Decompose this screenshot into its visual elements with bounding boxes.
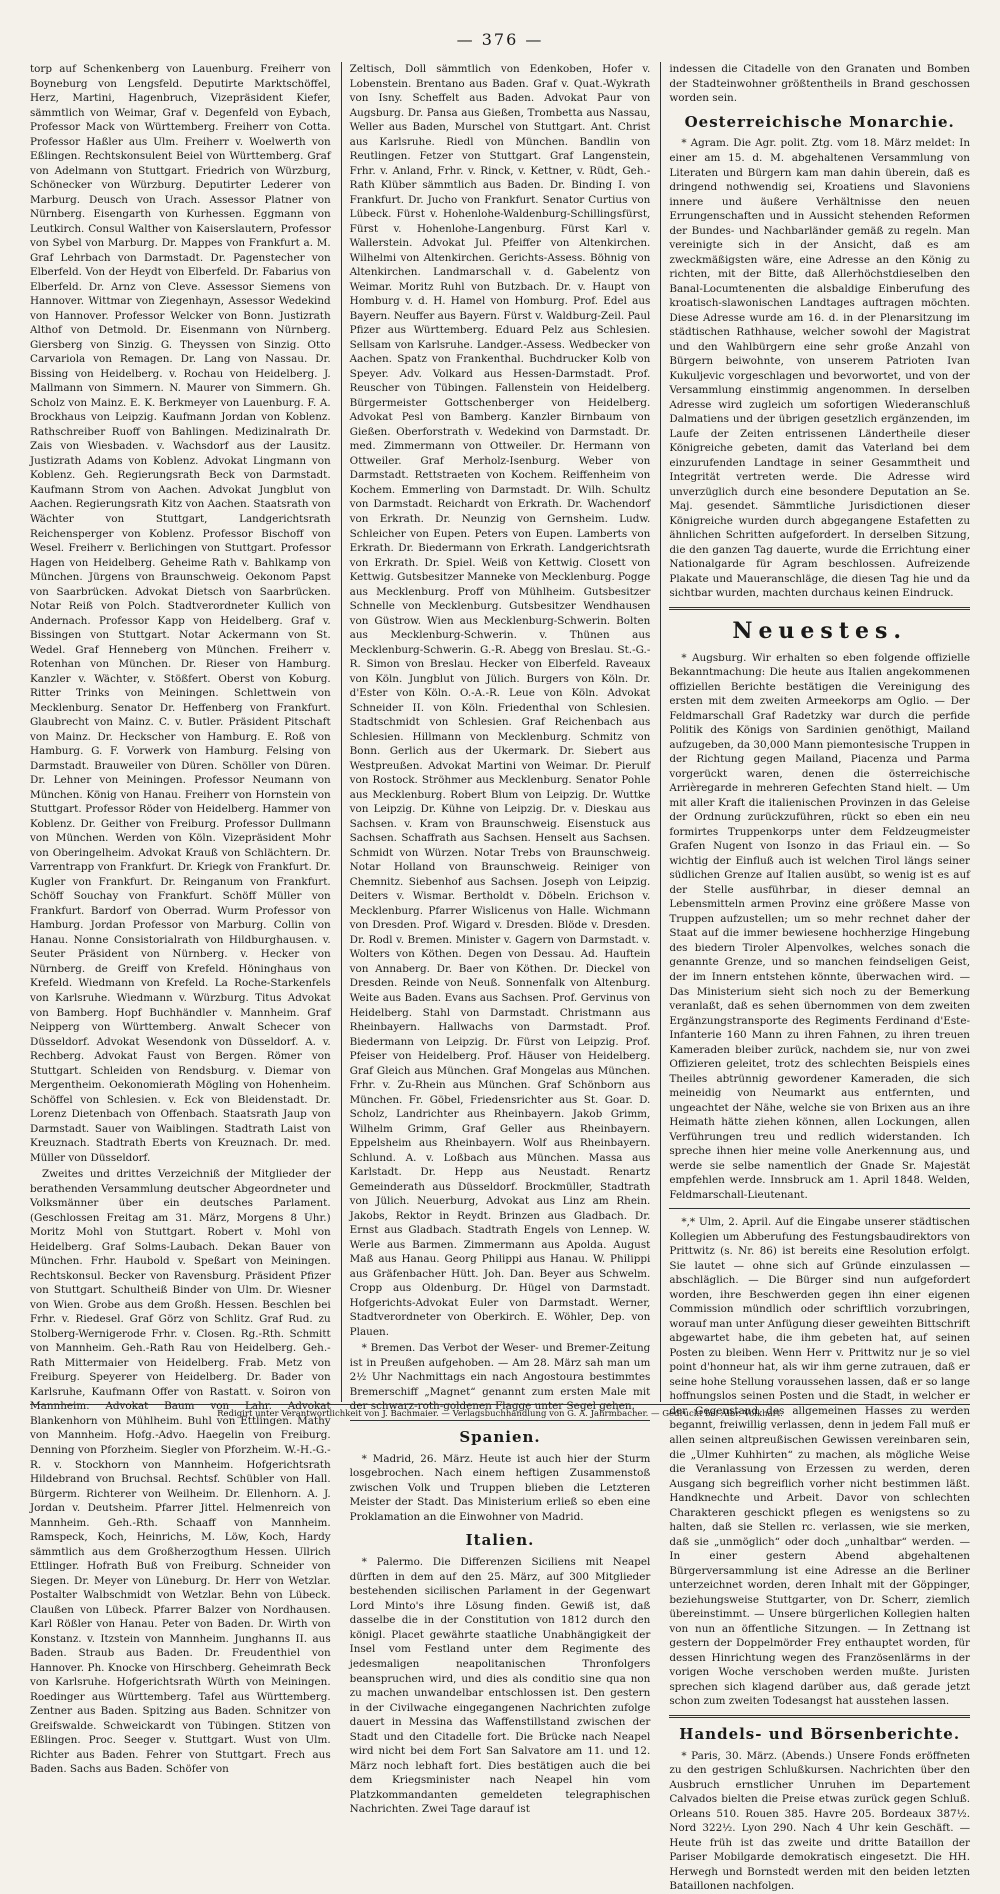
section-title-austria: Oesterreichische Monarchie.: [684, 112, 955, 131]
section-title-italy: Italien.: [465, 1531, 535, 1550]
divider: [669, 607, 970, 610]
section-title-spain: Spanien.: [459, 1427, 541, 1446]
member-list-continued: Zeltisch, Doll sämmtlich von Edenkoben, Hofer v. Lobenstein. Brentano aus Baden. Graf v. Quat.-Wykrath von Isny. Scheffelt aus Baden. Advokat Paur von Augsburg. Dr. Pansa aus Gießen, Trombetta aus Nassau, Weller aus Baden, Murschel von Stuttgart. Ant. Christ aus Karlsruhe. Riedl von München. Bandlin von Reutlingen. Fetzer von Stuttgart. Graf Langenstein, Frhr. v. Anland, Frhr. v. Rinck, v. Kettner, v. Rüdt, Geh.-Rath Klüber sämmtlich aus Baden. Dr. Binding I. von Frankfurt. Dr. Jucho von Frankfurt. Senator Curtius von Lübeck. Fürst v. Hohenlohe-Waldenburg-Schillingsfürst, Fürst v. Hohenlohe-Langenburg. Fürst Karl v. Wallerstein. Advokat Jul. Pfeiffer von Altenkirchen. Wilhelmi von Altenkirchen. Gerichts-Assess. Böhnig von Altenkirchen. Landmarschall v. d. Gabelentz von Weimar. Moritz Ruhl von Butzbach. Dr. v. Haupt von Homburg v. d. H. Hamel von Homburg. Prof. Edel aus Bayern. Neuffer aus Bayern. Fürst v. Waldburg-Zeil. Paul Pfizer aus Württemberg. Eduard Pelz aus Schlesien. Sellsam von Karlsruhe. Landger.-Assess. Wedbecker von Aachen. Spatz von Frankenthal. Buchdrucker Kolb von Speyer. Adv. Volkard aus Hessen-Darmstadt. Prof. Reuscher von Tübingen. Fallenstein von Heidelberg. Bürgermeister Gottschenberger von Heidelberg. Advokat Pesl von Bamberg. Kanzler Birnbaum von Gießen. Oberforstrath v. Wedekind von Darmstadt. Dr. med. Zimmermann von Ottweiler. Dr. Hermann von Ottweiler. Graf Merholz-Isenburg. Weber von Darmstadt. Rettstraeten von Kochem. Reiffenheim von Kochem. Emmerling von Darmstadt. Dr. Wilh. Schultz von Darmstadt. Reichardt von Erkrath. Dr. Wachendorf von Erkrath. Dr. Neunzig von Gernsheim. Ludw. Schleicher von Eupen. Peters von Eupen. Lamberts von Erkrath. Dr. Biedermann von Erkrath. Landgerichtsrath von Erkrath. Dr. Spiel. Weiß von Kettwig. Closett von Kettwig. Gutsbesitzer Manneke von Mecklenburg. Pogge aus Mecklenburg. Proff von Mühlheim. Gutsbesitzer Schnelle von Mecklenburg. Gutsbesitzer Wendhausen von Güstrow. Wien aus Mecklenburg-Schwerin. Bolten aus Mecklenburg-Schwerin. v. Thünen aus Mecklenburg-Schwerin. G.-R. Abegg von Breslau. St.-G.-R. Simon von Breslau. Hecker von Elberfeld. Raveaux von Köln. Jungblut von Jülich. Burgers von Köln. Dr. d'Ester von Köln. O.-A.-R. Leue von Köln. Advokat Schneider II. von Köln. Friedenthal von Schlesien. Stadtschmidt von Schlesien. Graf Reichenbach aus Schlesien. Hillmann von Mecklenburg. Schmitz von Bonn. Gerlich aus der Ukermark. Dr. Siebert aus Westpreußen. Advokat Martini von Weimar. Dr. Pierulf von Rostock. Ströhmer aus Mecklenburg. Senator Pohle aus Mecklenburg. Robert Blum von Leipzig. Dr. Wuttke von Leipzig. Dr. Kühne von Leipzig. Dr. v. Dieskau aus Sachsen. v. Kram von Braunschweig. Eisenstuck aus Sachsen. Schaffrath aus Sachsen. Henselt aus Sachsen. Schmidt von Würzen. Notar Trebs von Braunschweig. Notar Holland von Braunschweig. Reiniger von Chemnitz. Siebenhof aus Sachsen. Joseph von Leipzig. Deiters v. Wismar. Bertholdt v. Döbeln. Erichson v. Mecklenburg. Pfarrer Wislicenus von Halle. Wichmann von Dresden. Prof. Wigard v. Dresden. Blöde v. Dresden. Dr. Rodl v. Bremen. Minister v. Gagern von Darmstadt. v. Wolters von Köthen. Degen von Dessau. Ad. Hauftein von Annaberg. Dr. Baer von Köthen. Dr. Dieckel von Dresden. Reinde von Neuß. Sonnenfalk von Altenburg. Weite aus Baden. Evans aus Sachsen. Prof. Gervinus von Heidelberg. Stahl von Darmstadt. Christmann aus Rheinbayern. Hallwachs von Darmstadt. Prof. Biedermann von Leipzig. Dr. Fürst von Leipzig. Prof. Pfeiser von Heidelberg. Prof. Häuser von Heidelberg. Graf Gleich aus München. Graf Mongelas aus München. Frhr. v. Zu-Rhein aus München. Graf Schönborn aus München. Fr. Göbel, Friedensrichter aus St. Goar. D. Scholz, Landrichter aus Rheinbayern. Jakob Grimm, Wilhelm Grimm, Graf Geller aus Rheinbayern. Eppelsheim aus Rheinbayern. Wolf aus Rheinbayern. Schlund. A. v. Loßbach aus München. Massa aus Karlstadt. Dr. Hepp aus Neustadt. Renartz Gemeinderath aus Düsseldorf. Brockmüller, Stadtrath von Jülich. Neuerburg, Advokat aus Linz am Rhein. Jakobs, Rektor in Reydt. Brinzen aus Gladbach. Dr. Ernst aus Gladbach. Stadtrath Engels von Lennep. W. Werle aus Barmen. Zimmermann aus Apolda. August Maß aus Hanau. Georg Philippi aus Hanau. W. Philippi aus Gräfenbacher Hütt. Joh. Dan. Beyer aus Schwelm. Cropp aus Oldenburg. Dr. Hügel von Darmstadt. Hofgerichts-Advokat Euler von Darmstadt. Werner, Stadtverordneter von Oberkirch. E. Wöhler, Dep. von Plauen.: [349, 63, 651, 1338]
palermo-article: * Palermo. Die Differenzen Siciliens mit Neapel dürften in dem auf den 25. März, auf 300 Mitglieder bestehenden sicilischen Parlament in der Gegenwart Lord Minto's ihre Lösung finden. Gewiß ist, daß dasselbe die in der Constitution von 1812 durch den königl. Placet gewährte staatliche Unabhängigkeit der Insel vom Festland unter dem Regimente des jedesmaligen neapolitanischen Thronfolgers beanspruchen wird, und dies als conditio sine qua non zu machen unwandelbar entschlossen ist. Den gestern in der Civilwache eingegangenen Nachrichten zufolge dauert in Messina das Waffenstillstand zwischen der Stadt und den Citadelle fort. Die Brücke nach Neapel wird nicht bei dem Fort San Salvatore am 11. und 12. März noch lebhaft fort. Dies bestätigen auch die bei dem Kriegsminister nach Neapel hin vom Platzkommandanten gemeldeten telegraphischen Nachrichten. Zwei Tage darauf ist: [349, 1556, 651, 1816]
section-title-trade: Handels- und Börsenberichte.: [679, 1724, 961, 1743]
imprint-footer: Redigirt unter Verantwortlichkeit von J. Bachmaier. — Verlagsbuchhandlung von G. A. Jahrmbacher. — Gedruckt bei Albr. Volkhart.: [30, 1404, 970, 1419]
bremen-article: * Bremen. Das Verbot der Weser- und Bremer-Zeitung ist in Preußen aufgehoben. — Am 28. März sah man um 2½ Uhr Nachmittags ein nach Angostoura bestimmtes Bremerschiff „Magnet“ genannt zum ersten Male mit der schwarz-roth-goldenen Flagge unter Segel gehen.: [349, 1342, 651, 1413]
augsburg-article: * Augsburg. Wir erhalten so eben folgende offizielle Bekanntmachung: Die heute aus Italien angekommenen offiziellen Berichte bestätigen die Vereinigung des ersten mit dem zweiten Armeekorps am Oglio. — Der Feldmarschall Graf Radetzky war durch die perfide Politik des Königs von Sardinien genöthigt, Mailand aufzugeben, da 30,000 Mann piemontesische Truppen in der Richtung gegen Mailand, Piacenza und Parma vorgerückt waren, denen die österreichische Arrièregarde in mehreren Gefechten Stand hielt. — Um mit aller Kraft die italienischen Provinzen in das Geleise der Ordnung zurückzuführen, rückt so eben ein neu formirtes Truppenkorps unter dem Feldzeugmeister Grafen Nugent von Isonzo in das Friaul ein. — So wichtig der Einfluß auch ist welchen Tirol längs seiner südlichen Grenze auf Italien ausübt, so wenig ist es auf der Stelle ausführbar, in dieser demnal an Lebensmitteln armen Provinz eine größere Masse von Truppen aufzustellen; um so mehr rechnet daher der Staat auf die immer bewiesene hochherzige Hingebung des biedern Tiroler Alpenvolkes, welches sonach die genannte Grenze, und so manchen feindseligen Geist, der im Innern entstehen könnte, überwachen wird. — Das Ministerium sieht sich noch zu der Bemerkung veranlaßt, daß es sehen übernommen von dem zweiten Ergänzungstransporte des Regiments Ferdinand d'Este-Infanterie 160 Mann zu ihren Fahnen, zu ihren treuen Kameraden bleiber zurück, nachdem sie, nur von zwei Offizieren geleitet, trotz des schlechten Beispiels eines Theiles abtrünnig gewordener Kameraden, die sich meineidig von Neumarkt aus entfernten, und ungeachtet der Nähe, welche sie von Brixen aus an ihre Heimath hätte ziehen können, allen Lockungen, allen Verführungen treu und redlich widerstanden. Ich spreche ihnen hier meine volle Anerkennung aus, und werde sie selbe namentlich der Gnade Sr. Majestät empfehlen werde. Innsbruck am 1. April 1848. Welden, Feldmarschall-Lieutenant.: [669, 651, 971, 1201]
column-3: [660, 62, 971, 1893]
divider: [669, 1715, 970, 1718]
column-1: [30, 62, 331, 1776]
page-number: — 376 —: [456, 30, 544, 49]
agram-article: * Agram. Die Agr. polit. Ztg. vom 18. März meldet: In einer am 15. d. M. abgehaltenen Versammlung von Literaten und Bürgern kam man dahin überein, daß es dringend nothwendig sei, Kroatiens und Slavoniens innere und äußere Verhältnisse den neuen Errungenschaften und in Aussicht stehenden Reformen der Bundes- und Nachbarländer gemäß zu regeln. Man vereinigte sich in der Ansicht, daß es am zweckmäßigsten wäre, eine Adresse an den König zu richten, mit der Bitte, daß Allerhöchstdieselben den Banal-Locumtenenten die alsbaldige Einberufung des kroatisch-slawonischen Landtages auftragen möchten. Diese Adresse wurde am 16. d. in der Plenarsitzung im städtischen Rathhause, welcher sowohl der Magistrat und den Wahlbürgern eine sehr große Anzahl von Bürgern beiwohnte, von unserem Patrioten Ivan Kukuljevic vorgeschlagen und bevorwortet, und von der Versammlung einstimmig angenommen. In derselben Adresse wird zugleich um sofortigen Wiederanschluß Dalmatiens und der übrigen gesetzlich ergänzenden, im Laufe der Zeiten entrissenen Ländertheile dieser Königreiche gebeten, damit das Vaterland bei dem einzurufenden Landtage in seiner Gesammtheit und Integrität vertreten werde. Die Adresse wird unverzüglich durch eine besondere Deputation an Se. Maj. gesendet. Sämmtliche Jurisdictionen dieser Königreiche wurden durch abgegangene Estafetten zu ähnlichen Schritten aufgefordert. In derselben Sitzung, die den ganzen Tag dauerte, wurde die Errichtung einer Nationalgarde für Agram beschlossen. Aufreizende Plakate und Maueranschläge, die diesen Tag hie und da sichtbar wurden, machten durchaus keinen Eindruck.: [669, 137, 971, 600]
palermo-article-continued: indessen die Citadelle von den Granaten und Bomben der Stadteinwohner größtentheils in Brand geschossen worden sein.: [669, 63, 971, 105]
section-title-news: Neuestes.: [732, 617, 908, 644]
member-list-second-paragraph: Zweites und drittes Verzeichniß der Mitglieder der berathenden Versammlung deutscher Abgeordneter und Volksmänner über ein deutsches Parlament. (Geschlossen Freitag am 31. März, Morgens 8 Uhr.) Moritz Mohl von Stuttgart. Robert v. Mohl von Heidelberg. Graf Solms-Laubach. Dekan Bauer von München. Frhr. Haubold v. Speßart von Meiningen. Rechtskonsul. Becker von Ravensburg. Präsident Pfizer von Stuttgart. Schultheiß Binder von Ulm. Dr. Wiesner von Wien. Grobe aus dem Großh. Hessen. Beschlen bei Frhr. v. Riedesel. Graf Görz von Schlitz. Graf Rud. zu Stolberg-Wernigerode Frhr. v. Closen. Rg.-Rth. Schmitt von Mannheim. Geh.-Rath Rau von Heidelberg. Geh.-Rath Mittermaier von Heidelberg. Frab. Metz von Freiburg. Speyerer von Heidelberg. Dr. Bader von Karlsruhe, Kaufmann Offer von Rastatt. v. Soiron von Mannheim. Advokat Baum von Lahr. Advokat Blankenhorn von Mühlheim. Buhl von Ettlingen. Mathy von Mannheim. Hofg.-Advo. Haegelin von Freiburg. Denning von Pforzheim. Siegler von Pforzheim. W.-H.-G.-R. v. Stockhorn von Mannheim. Hofgerichtsrath Hildebrand von Bruchsal. Rechtsf. Schübler von Hall. Bürgerm. Richterer von Weilheim. Dr. Ellenhorn. A. J. Jordan v. Deutsheim. Pfarrer Jittel. Helmenreich von Mannheim. Geh.-Rth. Schaaff von Mannheim. Ramspeck, Koch, Heinrichs, M. Löw, Koch, Hardy sämmtlich aus dem Großherzogthum Hessen. Ullrich Ettlinger. Hofrath Buß von Freiburg. Schneider von Siegen. Dr. Meyer von Lüneburg. Dr. Herr von Wetzlar. Postalter Walbschmidt von Wetzlar. Behn von Lübeck. Claußen von Lübeck. Pfarrer Balzer von Nordhausen. Karl Rößler von Hanau. Peter von Baden. Dr. Wirth von Konstanz. v. Itzstein von Mannheim. Junghanns II. aus Baden. Straub aus Baden. Dr. Freudenthiel von Hannover. Ph. Knocke von Hirschberg. Geheimrath Beck von Karlsruhe. Hofgerichtsrath Würth von Meiningen. Roedinger aus Württemberg. Tafel aus Württemberg. Zentner aus Baden. Spitzing aus Baden. Schnitzer von Greifswalde. Schweickardt von Tübingen. Stitzen von Eßlingen. Proc. Seeger v. Stuttgart. Wust von Ulm. Richter aus Baden. Fehrer von Stuttgart. Frech aus Baden. Sachs aus Baden. Schöfer von: [30, 1168, 331, 1776]
ulm-article: *‚* Ulm, 2. April. Auf die Eingabe unserer städtischen Kollegien um Abberufung des Festungsbaudirektors von Prittwitz (s. Nr. 86) ist bereits eine Resolution erfolgt. Sie lautet — ohne sich auf Gründe einzulassen — abschläglich. — Die Bürger sind nun aufgefordert worden, ihre Beschwerden gegen ihn einer eigenen Commission mündlich oder schriftlich vorzubringen, worauf man unter Anfügung dieser geweihten Bittschrift abgewartet habe, die ihm gebeten hat, auf seinen Posten zu bleiben. Wenn Herr v. Prittwitz nur je so viel point d'honneur hat, als wir ihm gerne zutrauen, daß er seine hohe Stellung voraussehen lassen, daß er so lange hoffnungslos seinen Posten und die Stadt, in welcher er der Gegenstand des allgemeinen Hasses zu werden begannt, freiwillig verlassen, denn in jedem Fall muß er allen seinen altpreußischen Gewissen vereinbaren sein, die „Ulmer Kuhhirten“ zu machen, als mögliche Weise die Veranlassung von Erzessen zu werden, deren Ausgang sich begreiflich vorher nicht bestimmen läßt. Handknechte und Arbeit. Davor von schlechten Charakteren geschickt pflegen es wenigstens so zu halten, daß sie Stellen rc. verlassen, wie sie merken, daß sie „unmöglich“ oder doch „unhaltbar“ werden. — In einer gestern Abend abgehaltenen Bürgerversammlung ist eine Adresse an die Berliner unterzeichnet worden, deren Inhalt mit der Göppinger, beziehungsweise Stuttgarter, von Dr. Scherr, ziemlich übereinstimmt. — Unsere bürgerlichen Kollegien halten von nun an öffentliche Sitzungen. — In Zettnang ist gestern der Doppelmörder Frey enthauptet worden, für dessen Hinrichtung wegen des Französenlärms in der vorigen Woche verschoben werden mußte. Juristen sprechen sich klagend darüber aus, daß gerade jetzt schon zum zweiten Todesangst hat ausstehen lassen.: [669, 1216, 971, 1708]
member-list-paragraph: torp auf Schenkenberg von Lauenburg. Freiherr von Boyneburg von Lengsfeld. Deputirte Marktschöffel, Herz, Martini, Hagenbruch, Vizepräsident Kiefer, sämmtlich von Weimar, Graf v. Degenfeld von Eybach, Professor Mack von Württemberg. Freiherr von Cotta. Professor Haßler aus Ulm. Freiherr v. Woelwerth von Eßlingen. Rechtskonsulent Beiel von Württemberg. Graf von Adelmann von Stuttgart. Friedrich von Würzburg, Schönecker von Würzburg. Deputirter Lederer von Marburg. Deusch von Urach. Assessor Platner von Nürnberg. Eisengarth von Kurhessen. Eggmann von Leutkirch. Consul Walther von Kaiserslautern, Professor von Sybel von Marburg. Dr. Mappes von Frankfurt a. M. Graf Lehrbach von Darmstadt. Dr. Pagenstecher von Elberfeld. Von der Heydt von Elberfeld. Dr. Fabarius von Elberfeld. Dr. Arnz von Cleve. Assessor Siemens von Hannover. Wittmar von Ziegenhayn, Assessor Wedekind von Hannover. Professor Welcker von Bonn. Justizrath Althof von Detmold. Dr. Eisenmann von Nürnberg. Giersberg von Sinzig. G. Theyssen von Sinzig. Otto Carvariola von Remagen. Dr. Lang von Nassau. Dr. Bissing von Heidelberg. v. Rochau von Heidelberg. J. Mallmann von Simmern. N. Maurer von Simmern. Gh. Scholz von Mainz. E. K. Berkmeyer von Lauenburg. F. A. Brockhaus von Leipzig. Kaufmann Jordan von Koblenz. Rathschreiber Ruoff von Bahlingen. Medizinalrath Dr. Zais von Wiesbaden. v. Wachsdorf aus der Lausitz. Justizrath Adams von Koblenz. Advokat Lingmann von Koblenz. Geh. Regierungsrath Beck von Darmstadt. Kaufmann Strom von Aachen. Advokat Jungblut von Aachen. Regierungsrath Kitz von Aachen. Staatsrath von Wächter von Stuttgart, Landgerichtsrath Reichensperger von Koblenz. Professor Bischoff von Wesel. Freiherr v. Berlichingen von Stuttgart. Professor Hagen von Heidelberg. Geheime Rath v. Bahlkamp von München. Jürgens von Braunschweig. Oekonom Papst von Saarbrücken. Advokat Dietsch von Saarbrücken. Notar Reiß von Polch. Stadtverordneter Kullich von Andernach. Professor Kapp von Heidelberg. Graf v. Bissingen von Stuttgart. Notar Ackermann von St. Wedel. Graf Henneberg von München. Freiherr v. Rotenhan von München. Dr. Rieser von Hamburg. Kanzler v. Wächter, v. Stößfert. Oberst von Koburg. Ritter Trinks von Meiningen. Schlettwein von Mecklenburg. Senator Dr. Heffenberg von Frankfurt. Glaubrecht von Mainz. C. v. Butler. Präsident Pitschaft von Mainz. Dr. Heckscher von Hamburg. E. Roß von Hamburg. G. F. Vorwerk von Hamburg. Felsing von Darmstadt. Brauweiler von Düren. Schöller von Düren. Dr. Lehner von Meiningen. Professor Neumann von München. König von Hanau. Freiherr von Hornstein von Stuttgart. Professor Röder von Heidelberg. Hammer von Koblenz. Dr. Geither von Freiburg. Professor Dullmann von München. Werden von Köln. Vizepräsident Mohr von Oberingelheim. Advokat Krauß von Schlächtern. Dr. Varrentrapp von Frankfurt. Dr. Kriegk von Frankfurt. Dr. Kugler von Frankfurt. Dr. Reinganum von Frankfurt. Schöff Souchay von Frankfurt. Schöff Müller von Frankfurt. Bardorf von Oberrad. Wurm Professor von Hamburg. Jordan Professor von Marburg. Collin von Hanau. Nonne Consistorialrath von Hildburghausen. v. Seuter Präsident von Nürnberg. v. Hecker von Nürnberg. de Greiff von Krefeld. Höninghaus von Krefeld. Wiedmann von Krefeld. La Roche-Starkenfels von Karlsruhe. Wiedmann v. Würzburg. Titus Advokat von Bamberg. Hopf Buchhändler v. Mannheim. Graf Neipperg von Württemberg. Anwalt Schecer von Düsseldorf. Advokat Wesendonk von Düsseldorf. A. v. Rechberg. Advokat Faust von Bergen. Römer von Stuttgart. Schleiden von Rendsburg. v. Diemar von Mergentheim. Oekonomierath Mögling von Hohenheim. Schöffel von Schlesien. v. Eck von Bleidenstadt. Dr. Lorenz Dietenbach von Offenbach. Staatsrath Jaup von Darmstadt. Sauer von Waiblingen. Stadtrath Laist von Kreuznach. Stadtrath Eberts von Kreuznach. Dr. med. Müller von Düsseldorf.: [30, 63, 331, 1164]
divider: [669, 1208, 970, 1209]
divider: [350, 1420, 651, 1421]
madrid-article: * Madrid, 26. März. Heute ist auch hier der Sturm losgebrochen. Nach einem heftigen Zusammenstoß zwischen Volk und Truppen blieben die Letzteren Meister der Stadt. Das Ministerium erließ so eben eine Proklamation an die Einwohner von Madrid.: [349, 1452, 651, 1523]
paris-article: * Paris, 30. März. (Abends.) Unsere Fonds eröffneten zu den gestrigen Schlußkursen. Nachrichten über den Ausbruch ernstlicher Unruhen im Departement Calvados bielten die Preise etwas zurück gegen Schluß. Orleans 510. Rouen 385. Havre 205. Bordeaux 387½. Nord 322½. Lyon 290. Nach 4 Uhr kein Geschäft. — Heute früh ist das zweite und dritte Bataillon der Pariser Mobilgarde demokratisch eingesetzt. Die HH. Herwegh und Bornstedt werden mit den beiden letzten Bataillonen nachfolgen.: [669, 1749, 971, 1893]
